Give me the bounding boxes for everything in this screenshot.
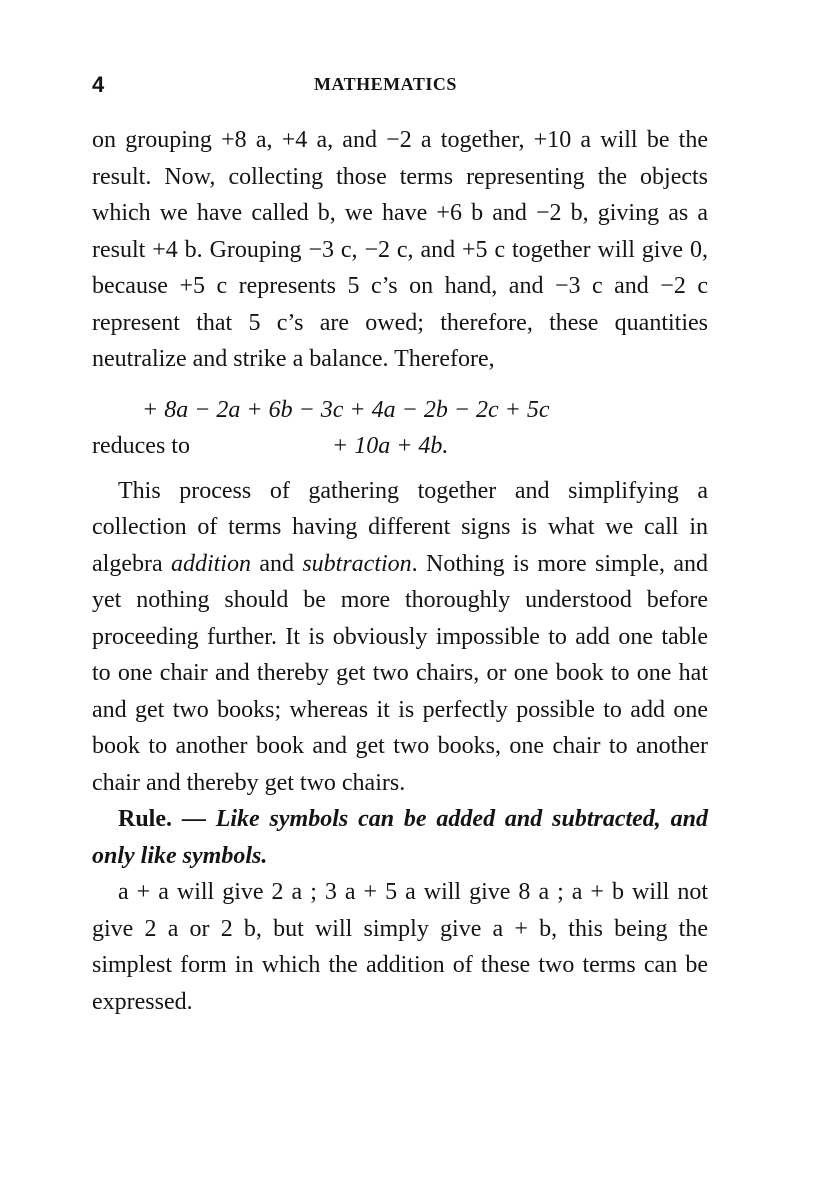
equation-expression: + 8a − 2a + 6b − 3c + 4a − 2b − 2c + 5c: [142, 396, 550, 423]
rule-paragraph: [92, 801, 708, 874]
page-header: [92, 72, 712, 102]
running-title: MATHEMATICS: [314, 74, 457, 94]
paragraph-4: a + a will give 2 a ; 3 a + 5 a will give 8 a ; a + b will not give 2 a or 2 b, but will simply give a + b, this being the simplest form in which the addition of these two terms can be expressed.: [92, 879, 708, 1015]
term-subtraction: subtraction: [302, 550, 412, 577]
paragraph-2: [92, 473, 708, 802]
rule-label: Rule. —: [118, 806, 206, 832]
equation-reduction: [92, 428, 708, 465]
body-text: [92, 122, 708, 1020]
paragraph-1: on grouping +8 a, +4 a, and −2 a together, +10 a will be the result. Now, collecting those terms representing the objects which we have called b, we have +6 b and −2 b, giving as a result +4 b. Grouping −3 c, −2 c, and +5 c together will give 0, because +5 c represents 5 c’s on hand, and −3 c and −2 c represent that 5 c’s are owed; therefore, these quantities neutralize and strike a balance. Therefore,: [92, 127, 708, 372]
paragraph-2-and: and: [250, 550, 303, 577]
paragraph-2-start: This process of gathering together and simplifying a collection of terms having different signs is what we call in algebra: [92, 477, 708, 577]
term-addition: addition: [170, 550, 251, 577]
rule-text: Like symbols can be added and subtracted, and only like symbols.: [92, 806, 709, 869]
equation-result: + 10a + 4b.: [332, 433, 449, 459]
equation-label: reduces to: [92, 433, 190, 459]
paragraph-2-rest: . Nothing is more simple, and yet nothing should be more thoroughly understood before proceeding further. It is obviously impossible to add one table to one chair and thereby get two chairs, or one book to one hat and get two books; whereas it is perfectly possible to add one book to another book and get two books, one chair to another chair and thereby get two chairs.: [92, 550, 709, 796]
page-number: 4: [92, 72, 105, 97]
